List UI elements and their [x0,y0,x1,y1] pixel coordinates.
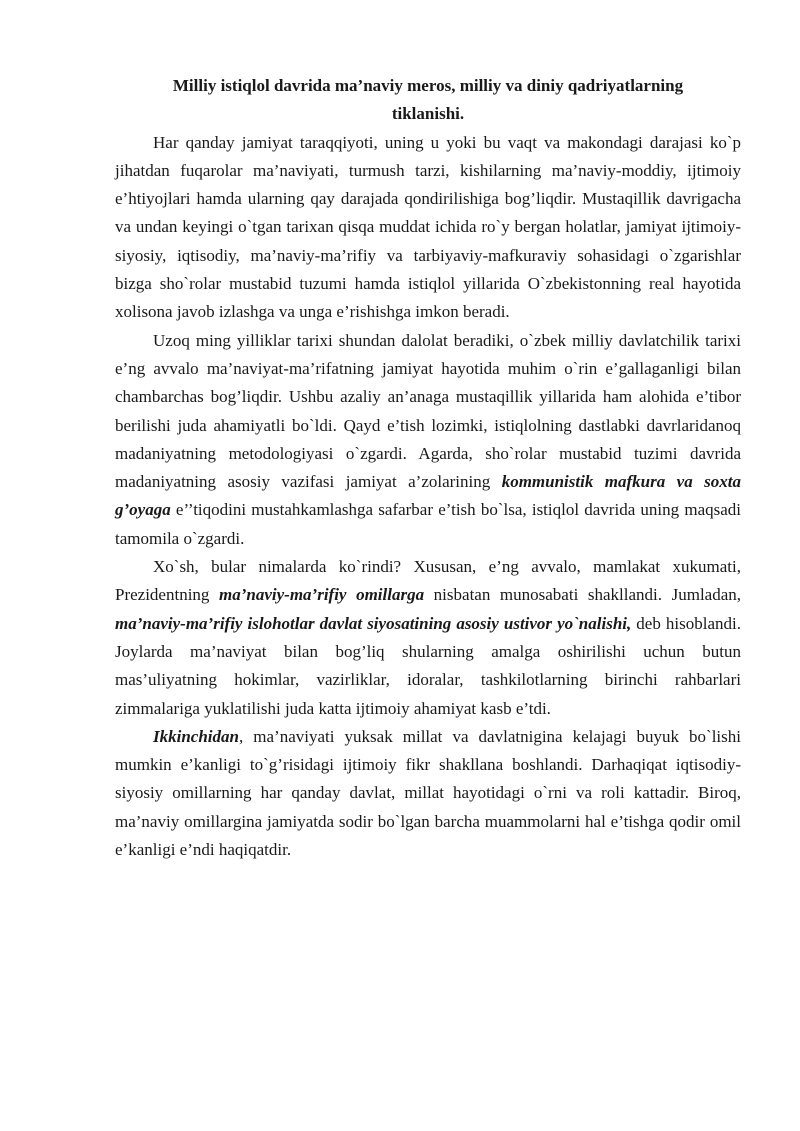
paragraph-4-emphasis-1: Ikkinchidan [153,726,239,746]
paragraph-2-emphasis-1: kommunistik mafkura va soxta g’oyaga [115,472,742,520]
paragraph-3-text-1: Xo`sh, bular nimalarda ko`rindi? Xususan, e’ng avvalo, mamlakat xukumati, Prezidentning [115,557,741,605]
paragraph-1: Har qanday jamiyat taraqqiyoti, uning u yoki bu vaqt va makondagi darajasi ko`p jihatdan fuqarolar ma’naviyati, turmush tarzi, kishilarning ma’naviy-moddiy, ijtimoiy e’htiyojlari hamda ularning qay darajada qondirilishiga bog’liqdir. Mustaqillik davrigacha va undan keyingi o`tgan tarixan qisqa muddat ichida ro`y bergan holatlar, jamiyat ijtimoiy-siyosiy, iqtisodiy, ma’naviy-ma’rifiy va tarbiyaviy-mafkuraviy sohasidagi o`zgarishlar bizga sho`rolar mustabid tuzumi hamda istiqlol yillarida O`zbekistonning real hayotida xolisona javob izlashga va unga e’rishishga imkon beradi. [115,132,741,322]
document-title: Milliy istiqlol davrida ma’naviy meros, milliy va diniy qadriyatlarning tiklanishi. [172,76,684,124]
paragraph-4 [115,723,741,864]
document-page [115,72,741,864]
paragraph-4-text-1: , ma’naviyati yuksak millat va davlatnigina kelajagi buyuk bo`lishi mumkin e’kanligi to`g’risidagi ijtimoiy fikr shakllana boshlandi. Darhaqiqat iqtisodiy-siyosiy omillarning har qanday davlat, millat hayotidagi o`rni va roli kattadir. Biroq, ma’naviy omillargina jamiyatda sodir bo`lgan barcha muammolarni hal e’tishga qodir omil e’kanligi e’ndi haqiqatdir. [115,726,741,860]
paragraph-3-emphasis-1: ma’naviy-ma’rifiy omillarga [219,585,425,605]
paragraph-2-text-1: Uzoq ming yilliklar tarixi shundan dalolat beradiki, o`zbek milliy davlatchilik tarixi e’ng avvalo ma’naviyat-ma’rifatning jamiyat hayotida muhim o`rin e’gallaganligi bilan chambarchas bog’liqdir. Ushbu azaliy an’anaga mustaqillik yillarida ham alohida e’tibor berilishi juda ahamiyatli bo`ldi. Qayd e’tish lozimki, istiqlolning dastlabki davrlaridanoq madaniyatning metodologiyasi o`zgardi. Agarda, sho`rolar mustabid tuzimi davrida madaniyatning asosiy vazifasi jamiyat a’zolarining [115,330,741,492]
paragraph-2 [115,327,741,553]
paragraph-3-emphasis-2: ma’naviy-ma’rifiy islohotlar davlat siyosatining asosiy ustivor yo`nalishi, [115,613,632,633]
paragraph-3-text-2: nisbatan munosabati shakllandi. Jumladan, [424,585,742,605]
paragraph-3 [115,553,741,723]
paragraph-3-text-3: deb hisoblandi. Joylarda ma’naviyat bilan bog’liq shularning amalga oshirilishi uchun butun mas’uliyatning hokimlar, vazirliklar, idoralar, tashkilotlarning birinchi rahbarlari zimmalariga yuklatilishi juda katta ijtimoiy ahamiyat kasb e’tdi. [115,613,741,718]
paragraph-2-text-2: e’’tiqodini mustahkamlashga safarbar e’tish bo`lsa, istiqlol davrida uning maqsadi tamomila o`zgardi. [115,500,741,548]
